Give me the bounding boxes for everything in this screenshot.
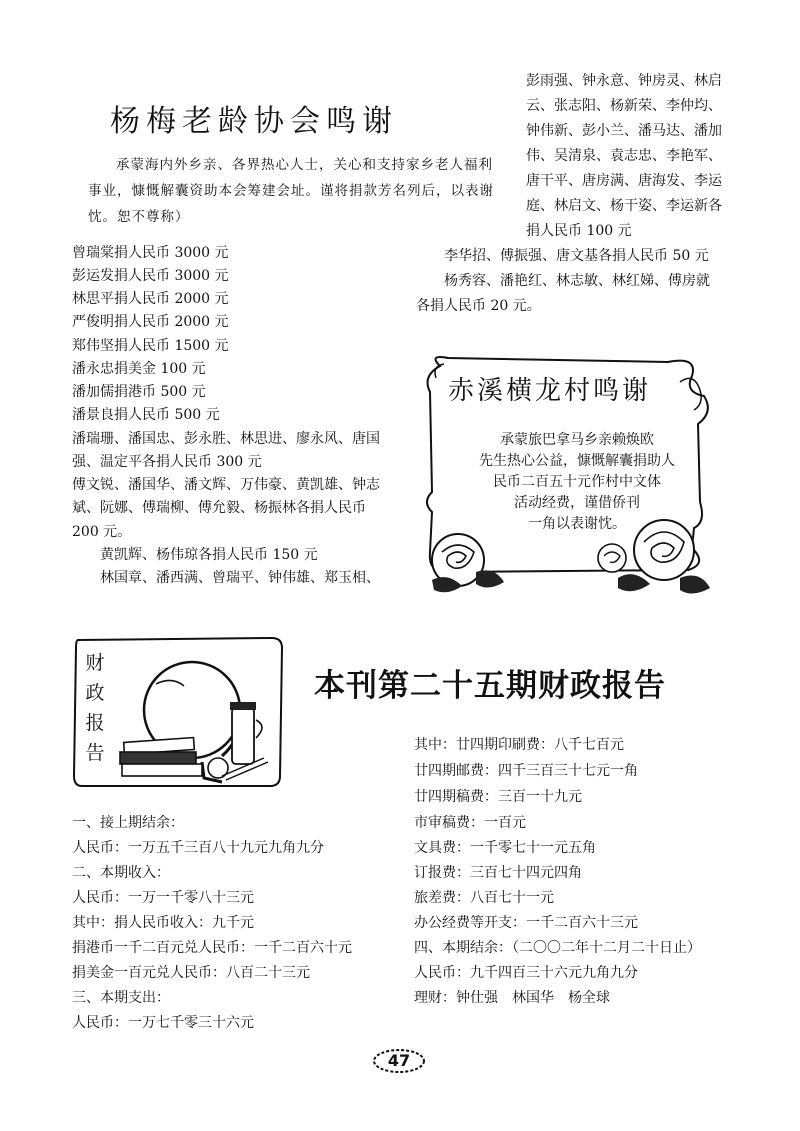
finance-line: 人民币：一万一千零八十三元 [72, 890, 254, 906]
notice2-body [462, 430, 692, 535]
finance-line: 四、本期结余：（二〇〇二年十二月二十日止） [414, 940, 701, 956]
donor-line: 黄凯辉、杨伟琼各捐人民币 150 元 [100, 547, 318, 563]
finance-line: 办公经费等开支：一千二百六十三元 [414, 915, 638, 931]
donor-line: 曾瑞棠捐人民币 3000 元 [72, 245, 229, 261]
finance-line: 捐美金一百元兑人民币：八百二十三元 [72, 965, 310, 981]
donor-line: 潘永忠捐美金 100 元 [72, 361, 206, 377]
notice1-intro: 承蒙海内外乡亲、各界热心人士，关心和支持家乡老人福利事业，慷慨解囊资助本会筹建会址。谨将捐款芳名列后，以表谢忱。恕不尊称） [88, 157, 494, 225]
donor-line: 各捐人民币 20 元。 [416, 298, 541, 314]
donor-line: 庭、林启文、杨干姿、李运新各 [526, 198, 722, 214]
page-number: 47 [387, 1051, 411, 1070]
donor-line: 彭雨强、钟永意、钟房灵、林启 [526, 73, 722, 89]
rose-left-icon [432, 534, 504, 592]
finance-line: 理财：钟仕强 林国华 杨全球 [414, 990, 610, 1006]
donor-line: 伟、吴清泉、袁志忠、李艳军、 [526, 148, 722, 164]
donor-line: 云、张志阳、杨新荣、李仲均、 [526, 98, 722, 114]
finance-line: 二、本期收入： [72, 865, 170, 881]
finance-logo-text [84, 648, 106, 768]
donor-line: 潘瑞珊、潘国忠、彭永胜、林思进、廖永风、唐国 [72, 431, 380, 447]
donor-line: 彭运发捐人民币 3000 元 [72, 268, 229, 284]
finance-line: 市审稿费：一百元 [414, 815, 526, 831]
finance-line: 人民币：九千四百三十六元九角九分 [414, 965, 638, 981]
donor-line: 傅文锐、潘国华、潘文辉、万伟豪、黄凯雄、钟志 [72, 477, 380, 493]
finance-line: 捐港币一千二百元兑人民币：一千二百六十元 [72, 940, 352, 956]
finance-line: 旅差费：八百七十一元 [414, 890, 554, 906]
donor-line: 唐干平、唐房满、唐海发、李运 [526, 173, 722, 189]
donor-line: 潘加儒捐港币 500 元 [72, 384, 206, 400]
finance-line: 人民币：一万五千三百八十九元九角九分 [72, 840, 324, 856]
notice2-line: 活动经费，谨借侨刊 [514, 495, 640, 511]
finance-line: 文具费：一千零七十一元五角 [414, 840, 596, 856]
notice2-line: 民币二百五十元作村中文体 [493, 474, 661, 490]
donor-line: 钟伟新、彭小兰、潘马达、潘加 [526, 123, 722, 139]
notice2-line: 先生热心公益，慷慨解囊捐助人 [479, 453, 675, 469]
finance-title: 本刊第二十五期财政报告 [314, 668, 666, 704]
logo-char: 报 [85, 712, 105, 734]
donor-line: 李华招、傅振强、唐文基各捐人民币 50 元 [444, 248, 709, 264]
books-icon [120, 738, 202, 776]
notice1-title: 杨梅老龄协会鸣谢 [110, 104, 398, 139]
donor-line: 200 元。 [72, 524, 132, 540]
finance-line: 廿四期稿费：三百一十九元 [414, 789, 582, 805]
donor-line: 杨秀容、潘艳红、林志敏、林红娣、傅房就 [444, 273, 710, 289]
finance-line: 人民币：一万七千零三十六元 [72, 1015, 254, 1031]
notice2-line: 承蒙旅巴拿马乡亲赖焕欧 [500, 432, 654, 448]
finance-line: 订报费：三百七十四元四角 [414, 865, 582, 881]
finance-line: 三、本期支出： [72, 990, 170, 1006]
page-number-badge [372, 1048, 426, 1074]
notice2-line: 一角以表谢忱。 [528, 516, 626, 532]
donor-line: 捐人民币 100 元 [526, 223, 632, 239]
finance-line: 其中：捐人民币收入：九千元 [72, 915, 254, 931]
logo-char: 财 [85, 652, 105, 674]
donor-line: 斌、阮娜、傅瑞柳、傅允毅、杨振林各捐人民币 [72, 500, 366, 516]
donor-line: 潘景良捐人民币 500 元 [72, 407, 220, 423]
thermos-icon [230, 702, 262, 764]
donor-line: 林国章、潘西满、曾瑞平、钟伟雄、郑玉相、 [100, 570, 380, 586]
notice2-title: 赤溪横龙村鸣谢 [448, 376, 652, 406]
logo-char: 告 [85, 742, 105, 764]
finance-line: 廿四期邮费：四千三百三十七元一角 [414, 763, 638, 779]
donor-line: 林思平捐人民币 2000 元 [72, 291, 229, 307]
donor-line: 强、温定平各捐人民币 300 元 [72, 454, 262, 470]
finance-line: 一、接上期结余： [72, 815, 184, 831]
finance-line: 其中：廿四期印刷费：八千七百元 [414, 737, 624, 753]
donor-line: 严俊明捐人民币 2000 元 [72, 314, 229, 330]
logo-char: 政 [85, 682, 105, 704]
donor-line: 郑伟坚捐人民币 1500 元 [72, 338, 229, 354]
